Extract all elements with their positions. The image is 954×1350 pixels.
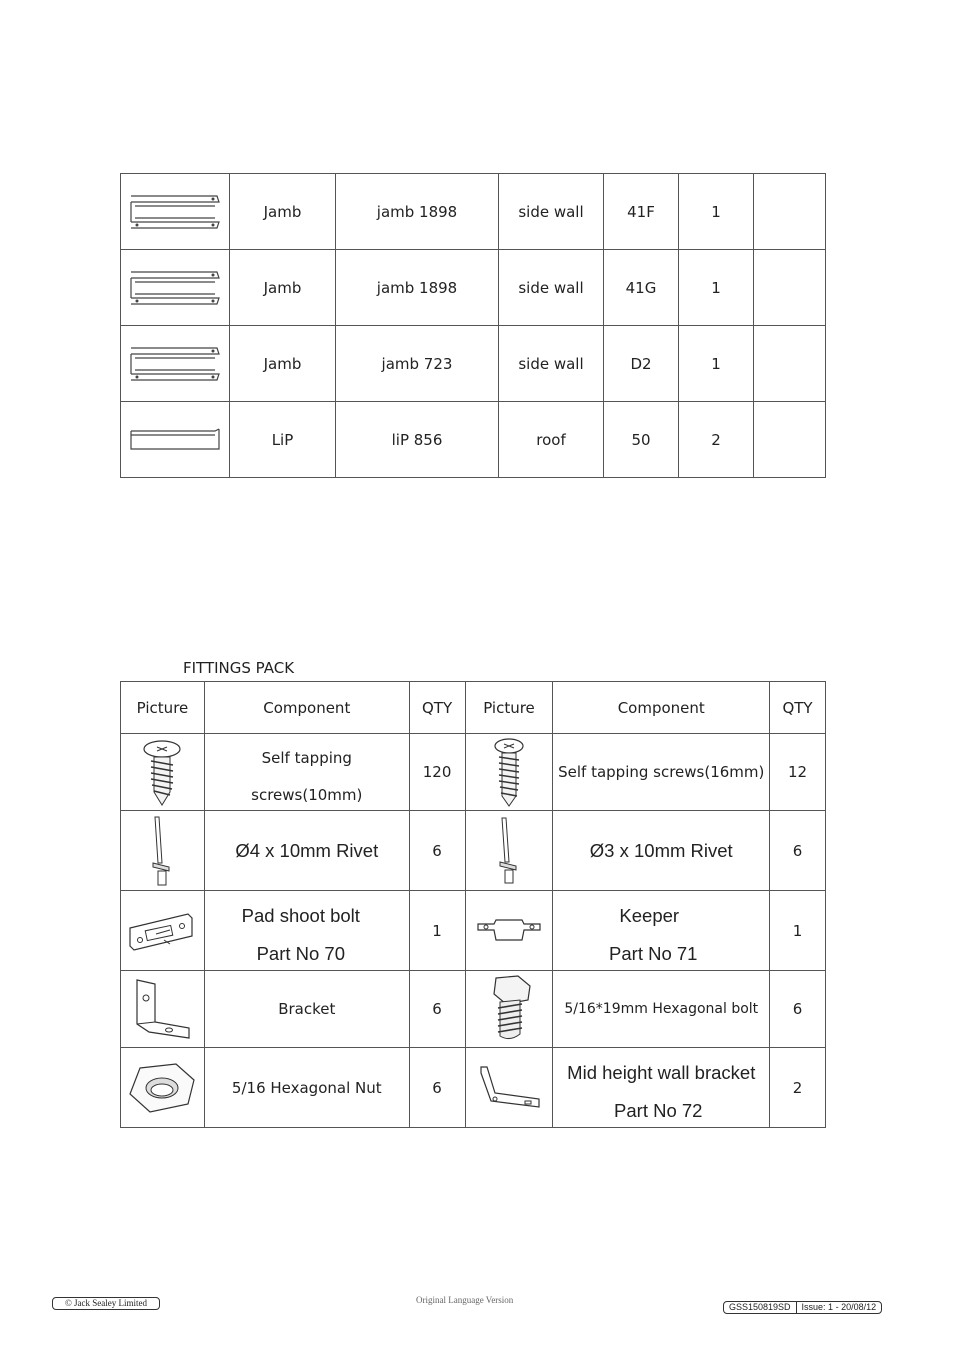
fitting-component-line2: Part No 71 [609, 942, 698, 964]
fitting-component-line1: Self tapping [261, 749, 352, 767]
fitting-qty: 6 [409, 1048, 465, 1128]
header-component: Component [204, 682, 409, 734]
fitting-component [553, 1048, 770, 1128]
rivet-icon [147, 815, 177, 887]
part-qty: 1 [679, 174, 754, 250]
fitting-component-line1: Mid height wall bracket [567, 1061, 756, 1083]
part-code: 41G [604, 250, 679, 326]
table-row [121, 1048, 826, 1128]
fitting-component [553, 891, 770, 971]
part-qty: 2 [679, 402, 754, 478]
table-row [121, 174, 826, 250]
copyright-label: © Jack Sealey Limited [52, 1297, 160, 1310]
table-row [121, 734, 826, 811]
issue-date: Issue: 1 - 20/08/12 [796, 1302, 882, 1313]
fitting-component-line2: Part No 72 [614, 1099, 703, 1121]
wall-bracket-icon [473, 1063, 545, 1113]
screw-long-icon [489, 736, 529, 808]
part-code: D2 [604, 326, 679, 402]
header-qty: QTY [770, 682, 826, 734]
part-blank [754, 402, 826, 478]
table-row [121, 891, 826, 971]
part-picture [121, 174, 230, 250]
screw-icon [137, 737, 187, 807]
part-location: side wall [499, 250, 604, 326]
fitting-picture [465, 1048, 553, 1128]
part-name: Jamb [230, 174, 336, 250]
fitting-qty: 6 [770, 811, 826, 891]
fitting-component-line1: Keeper [619, 904, 680, 926]
language-version-label: Original Language Version [416, 1295, 514, 1305]
part-blank [754, 250, 826, 326]
header-component: Component [553, 682, 770, 734]
fitting-component-line2: screws(10mm) [251, 786, 363, 804]
table-row [121, 250, 826, 326]
fitting-picture [121, 811, 205, 891]
jamb-profile-icon [127, 192, 223, 232]
bracket-icon [129, 976, 195, 1042]
part-qty: 1 [679, 250, 754, 326]
header-picture: Picture [465, 682, 553, 734]
part-location: side wall [499, 174, 604, 250]
part-blank [754, 326, 826, 402]
table-row [121, 811, 826, 891]
fitting-qty: 6 [409, 811, 465, 891]
table-row [121, 326, 826, 402]
fitting-picture [121, 971, 205, 1048]
fitting-qty: 6 [409, 971, 465, 1048]
hex-bolt-icon [484, 974, 534, 1044]
fitting-component: Self tapping screws(16mm) [553, 734, 770, 811]
fitting-component [204, 891, 409, 971]
rivet-icon [494, 816, 524, 886]
jamb-profile-icon [127, 268, 223, 308]
header-picture: Picture [121, 682, 205, 734]
table-row [121, 971, 826, 1048]
part-spec: jamb 723 [336, 326, 499, 402]
header-qty: QTY [409, 682, 465, 734]
part-qty: 1 [679, 326, 754, 402]
part-spec: jamb 1898 [336, 250, 499, 326]
part-picture [121, 326, 230, 402]
fittings-table [120, 681, 826, 1128]
hex-nut-icon [126, 1060, 198, 1116]
part-name: Jamb [230, 326, 336, 402]
fitting-picture [121, 734, 205, 811]
table-row [121, 402, 826, 478]
fitting-component: Bracket [204, 971, 409, 1048]
fitting-picture [465, 971, 553, 1048]
part-picture [121, 250, 230, 326]
parts-table [120, 173, 826, 478]
part-spec: liP 856 [336, 402, 499, 478]
fitting-qty: 2 [770, 1048, 826, 1128]
lip-profile-icon [127, 425, 223, 455]
fitting-qty: 120 [409, 734, 465, 811]
model-number: GSS150819SD [729, 1302, 791, 1312]
part-blank [754, 174, 826, 250]
fitting-picture [121, 1048, 205, 1128]
fitting-component-line2: Part No 70 [256, 942, 345, 964]
fitting-component: 5/16 Hexagonal Nut [204, 1048, 409, 1128]
table-header-row [121, 682, 826, 734]
fitting-qty: 12 [770, 734, 826, 811]
part-picture [121, 402, 230, 478]
shoot-bolt-icon [126, 906, 198, 956]
fitting-picture [121, 891, 205, 971]
part-name: LiP [230, 402, 336, 478]
jamb-profile-icon [127, 344, 223, 384]
fitting-component: Ø3 x 10mm Rivet [553, 811, 770, 891]
fitting-qty: 1 [409, 891, 465, 971]
part-code: 41F [604, 174, 679, 250]
part-location: roof [499, 402, 604, 478]
fitting-picture [465, 734, 553, 811]
fitting-component: Ø4 x 10mm Rivet [204, 811, 409, 891]
fittings-title: FITTINGS PACK [183, 659, 295, 677]
fitting-component [204, 734, 409, 811]
part-location: side wall [499, 326, 604, 402]
fitting-qty: 1 [770, 891, 826, 971]
fitting-picture [465, 811, 553, 891]
fitting-component: 5/16*19mm Hexagonal bolt [553, 971, 770, 1048]
part-code: 50 [604, 402, 679, 478]
part-spec: jamb 1898 [336, 174, 499, 250]
fitting-qty: 6 [770, 971, 826, 1048]
fitting-component-line1: Pad shoot bolt [241, 904, 360, 926]
document-reference [723, 1301, 882, 1314]
part-name: Jamb [230, 250, 336, 326]
